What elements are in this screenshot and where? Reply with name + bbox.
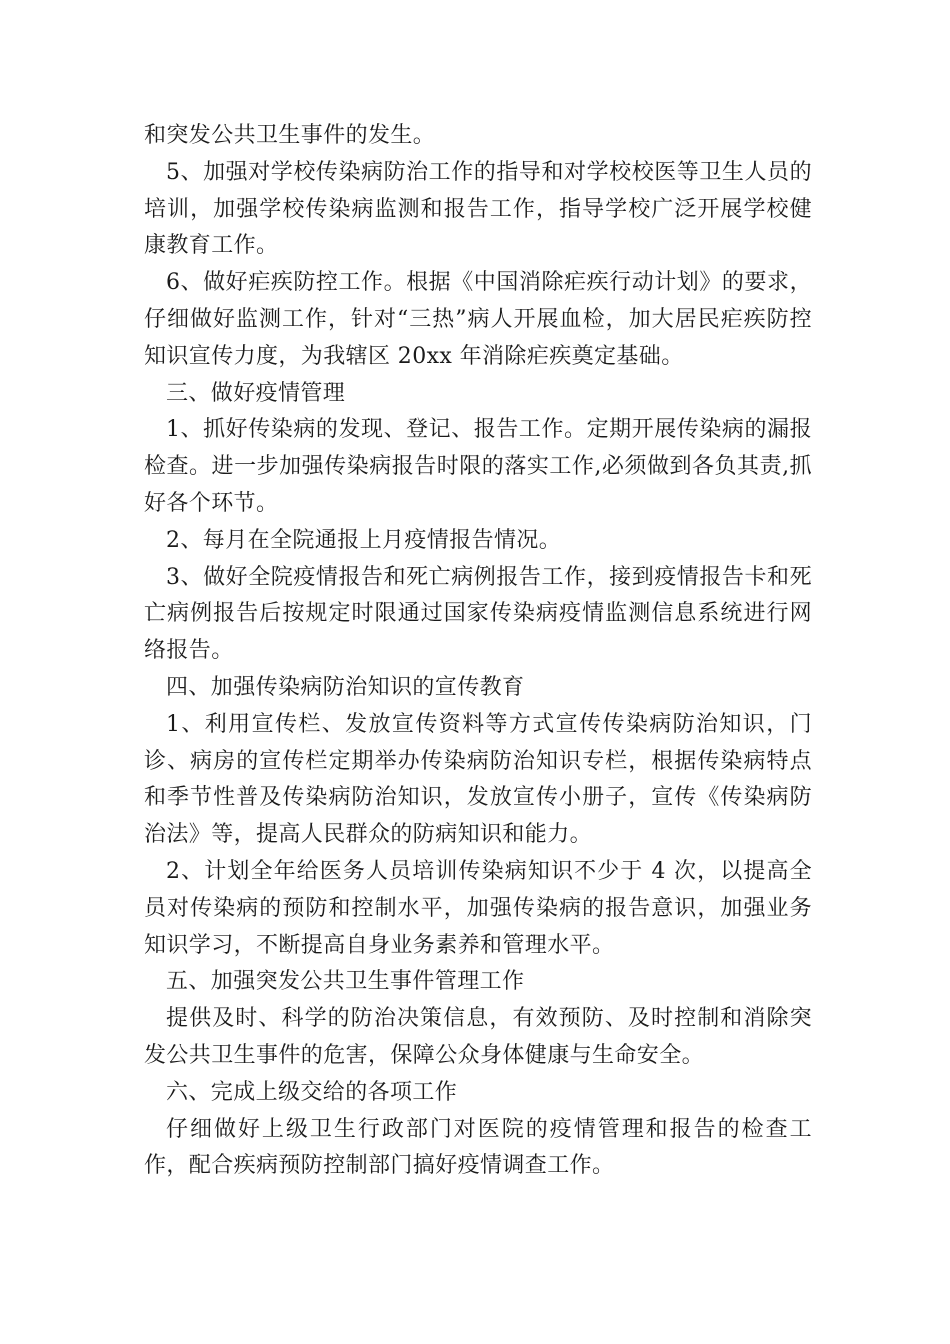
- paragraph-section6-body: 仔细做好上级卫生行政部门对医院的疫情管理和报告的检查工作，配合疾病预防控制部门搞好疫情调查工作。: [144, 1116, 812, 1179]
- paragraph-section3-item-2: 2、每月在全院通报上月疫情报告情况。: [166, 527, 562, 553]
- section-heading-5: 五、加强突发公共卫生事件管理工作: [166, 969, 525, 995]
- paragraph-section3-item-3: 3、做好全院疫情报告和死亡病例报告工作，接到疫情报告卡和死亡病例报告后按规定时限通过国家传染病疫情监测信息系统进行网络报告。: [144, 564, 812, 664]
- paragraph-continuation: 和突发公共卫生事件的发生。: [144, 123, 436, 148]
- paragraph-section3-item-1: 1、抓好传染病的发现、登记、报告工作。定期开展传染病的漏报检查。进一步加强传染病报告时限的落实工作,必须做到各负其责,抓好各个环节。: [144, 417, 812, 516]
- section-heading-3: 三、做好疫情管理: [166, 380, 346, 406]
- paragraph-section4-item-2: 2、计划全年给医务人员培训传染病知识不少于 4 次，以提高全员对传染病的预防和控制水平，加强传染病的报告意识，加强业务知识学习，不断提高自身业务素养和管理水平。: [144, 858, 812, 958]
- section-heading-6: 六、完成上级交给的各项工作: [166, 1079, 458, 1105]
- paragraph-item-5: 5、加强对学校传染病防治工作的指导和对学校校医等卫生人员的培训，加强学校传染病监测和报告工作，指导学校广泛开展学校健康教育工作。: [144, 159, 812, 259]
- paragraph-item-6: 6、做好疟疾防控工作。根据《中国消除疟疾行动计划》的要求，仔细做好监测工作，针对“三热”病人开展血检，加大居民疟疾防控知识宣传力度，为我辖区 20xx 年消除疟疾奠定基础。: [144, 270, 812, 369]
- document-body: [144, 118, 812, 1185]
- paragraph-section5-body: 提供及时、科学的防治决策信息，有效预防、及时控制和消除突发公共卫生事件的危害，保障公众身体健康与生命安全。: [144, 1006, 812, 1068]
- section-heading-4: 四、加强传染病防治知识的宣传教育: [166, 674, 525, 700]
- paragraph-section4-item-1: 1、利用宣传栏、发放宣传资料等方式宣传传染病防治知识，门诊、病房的宣传栏定期举办传染病防治知识专栏，根据传染病特点和季节性普及传染病防治知识，发放宣传小册子，宣传《传染病防治法》等，提高人民群众的防病知识和能力。: [144, 711, 812, 848]
